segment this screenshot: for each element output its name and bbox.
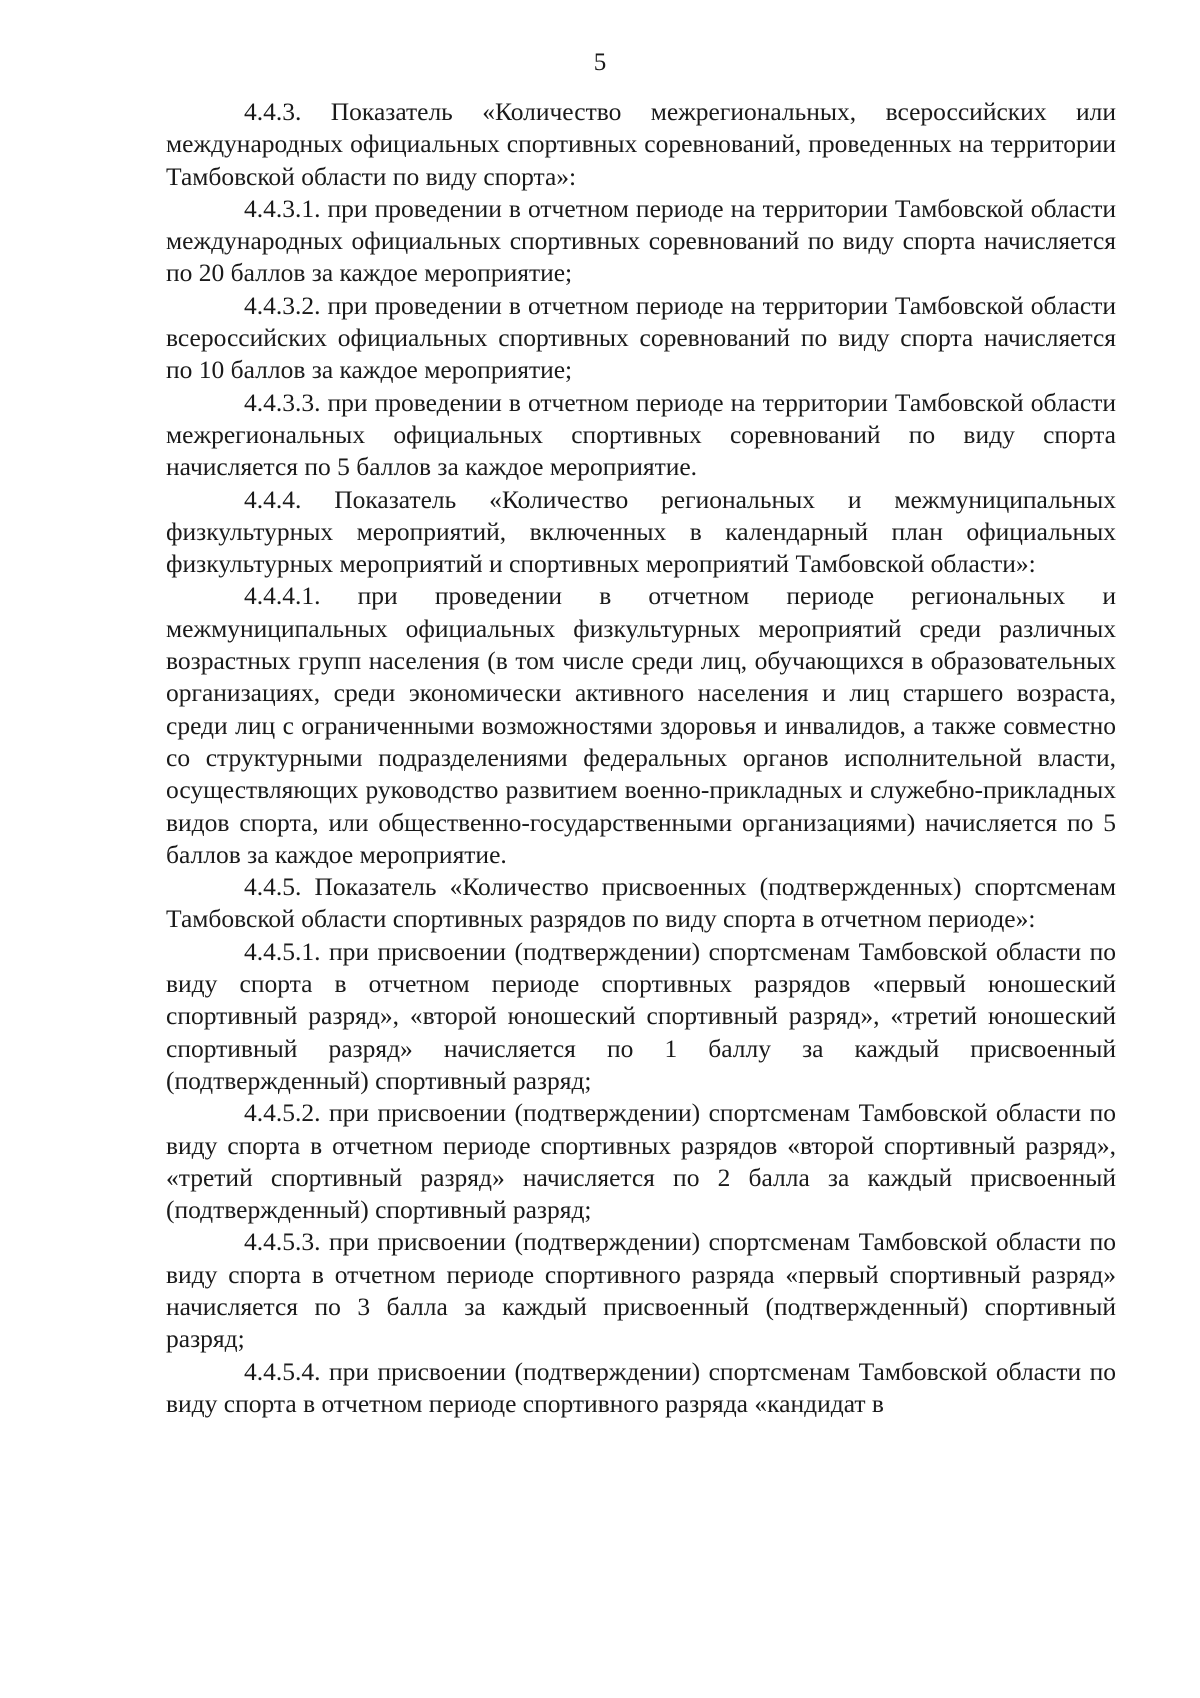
paragraph-4-4-5-3: 4.4.5.3. при присвоении (подтверждении) спортсменам Тамбовской области по виду спорта в отчетном периоде спортивного разряда «первый спортивный разряд» начисляется по 3 балла за каждый присвоенный (подтвержденный) спортивный разряд; [166, 1227, 1116, 1354]
paragraph-4-4-5: 4.4.5. Показатель «Количество присвоенных (подтвержденных) спортсменам Тамбовской области спортивных разрядов по виду спорта в отчетном периоде»: [166, 872, 1116, 934]
paragraph-4-4-3-1: 4.4.3.1. при проведении в отчетном периоде на территории Тамбовской области международных официальных спортивных соревнований по виду спорта начисляется по 20 баллов за каждое мероприятие; [166, 193, 1116, 288]
paragraph-4-4-5-1: 4.4.5.1. при присвоении (подтверждении) спортсменам Тамбовской области по виду спорта в отчетном периоде спортивных разрядов «первый юношеский спортивный разряд», «второй юношеский спортивный разряд», «третий юношеский спортивный разряд» начисляется по 1 баллу за каждый присвоенный (подтвержденный) спортивный разряд; [166, 936, 1116, 1095]
paragraph-4-4-5-2: 4.4.5.2. при присвоении (подтверждении) спортсменам Тамбовской области по виду спорта в отчетном периоде спортивных разрядов «второй спортивный разряд», «третий спортивный разряд» начисляется по 2 балла за каждый присвоенный (подтвержденный) спортивный разряд; [166, 1098, 1116, 1225]
paragraph-4-4-5-4: 4.4.5.4. при присвоении (подтверждении) спортсменам Тамбовской области по виду спорта в отчетном периоде спортивного разряда «кандидат в [166, 1356, 1116, 1418]
page-number: 5 [593, 49, 607, 76]
paragraph-4-4-3-3: 4.4.3.3. при проведении в отчетном периоде на территории Тамбовской области межрегиональных официальных спортивных соревнований по виду спорта начисляется по 5 баллов за каждое мероприятие. [166, 387, 1116, 482]
document-body [166, 96, 1116, 1420]
paragraph-4-4-4-1: 4.4.4.1. при проведении в отчетном периоде региональных и межмуниципальных официальных физкультурных мероприятий среди различных возрастных групп населения (в том числе среди лиц, обучающихся в образовательных организациях, среди экономически активного населения и лиц старшего возраста, среди лиц с ограниченными возможностями здоровья и инвалидов, а также совместно со структурными подразделениями федеральных органов исполнительной власти, осуществляющих руководство развитием военно-прикладных и служебно-прикладных видов спорта, или общественно-государственными организациями) начисляется по 5 баллов за каждое мероприятие. [166, 581, 1116, 869]
paragraph-4-4-4: 4.4.4. Показатель «Количество региональных и межмуниципальных физкультурных мероприятий, включенных в календарный план официальных физкультурных мероприятий и спортивных мероприятий Тамбовской области»: [166, 484, 1116, 579]
paragraph-4-4-3: 4.4.3. Показатель «Количество межрегиональных, всероссийских или международных официальных спортивных соревнований, проведенных на территории Тамбовской области по виду спорта»: [166, 97, 1116, 191]
paragraph-4-4-3-2: 4.4.3.2. при проведении в отчетном периоде на территории Тамбовской области всероссийских официальных спортивных соревнований по виду спорта начисляется по 10 баллов за каждое мероприятие; [166, 290, 1116, 385]
